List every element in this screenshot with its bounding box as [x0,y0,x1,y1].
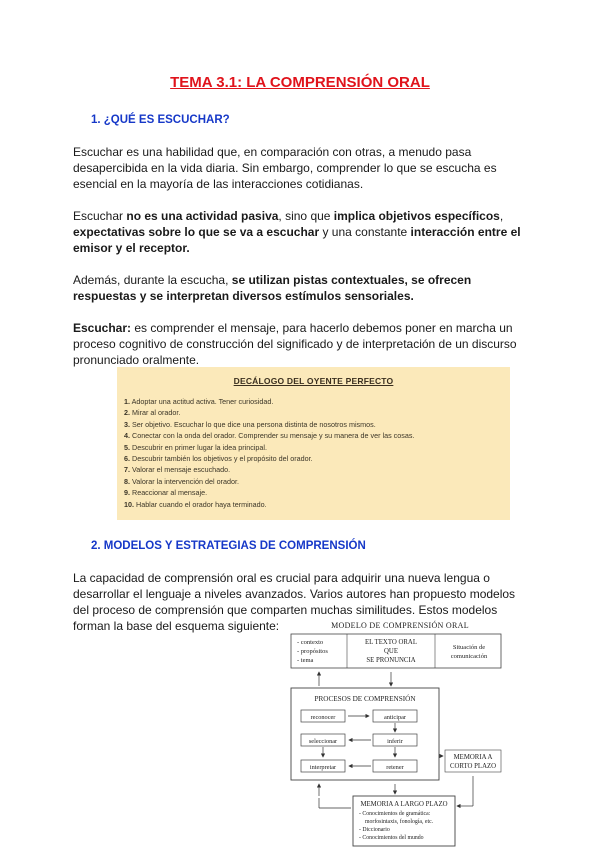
memoria-largo-item: - Diccionario [359,827,390,833]
memoria-corto-label: MEMORIA A [453,754,493,761]
section-2-heading: 2. MODELOS Y ESTRATEGIAS DE COMPRENSIÓN [91,540,366,552]
list-item: 4. Conectar con la onda del orador. Comprender su mensaje y su manera de ver las cosas. [124,431,415,441]
texto-oral-label: SE PRONUNCIA [366,657,416,664]
list-item: 1. Adoptar una actitud activa. Tener curiosidad. [124,397,274,406]
paragraph-4-line-1: Escuchar: es comprender el mensaje, para hacerlo debemos poner en marcha un [73,321,513,335]
decalogo-title: DECÁLOGO DEL OYENTE PERFECTO [233,376,394,386]
list-item: 5. Descubrir en primer lugar la idea principal. [124,442,268,452]
paragraph-5-line-4: forman la base del esquema siguiente: [73,619,280,633]
list-item: 3. Ser objetivo. Escuchar lo que dice una persona distinta de nosotros mismos. [124,419,376,429]
list-item: 9. Reaccionar al mensaje. [124,488,208,498]
definition-term: Escuchar: [73,321,132,335]
paragraph-5-line-3: del proceso de comprensión que comparten muchas similitudes. Estos modelos [73,603,498,617]
diagram-title: MODELO DE COMPRENSIÓN ORAL [331,621,469,630]
interpretar-label: interpretar [309,764,337,771]
list-item: 6. Descubrir también los objetivos y el propósito del orador. [124,454,313,464]
context-item: - contexto [297,639,324,646]
list-item: 7. Valorar el mensaje escuchado. [124,465,231,475]
paragraph-1 [73,144,533,192]
situacion-label: comunicación [450,653,488,660]
paragraph-5-line-1: La capacidad de comprensión oral es crucial para adquirir una nueva lengua o [73,571,490,585]
memoria-largo-item: morfosintaxis, fonología, etc. [365,819,434,825]
list-item: 10. Hablar cuando el orador haya terminado. [124,499,267,509]
anticipar-label: anticipar [383,714,407,721]
memoria-largo-item: - Conocimientos del mundo [359,835,424,841]
paragraph-2-line-2: expectativas sobre lo que se va a escuchar y una constante interacción entre el [73,225,521,239]
paragraph-2-line-1: Escuchar no es una actividad pasiva, sino que implica objetivos específicos, [73,209,504,223]
paragraph-2-line-3: emisor y el receptor. [73,241,190,255]
texto-oral-label: EL TEXTO ORAL [365,639,417,646]
paragraph-5-line-2: desarrollar el lenguaje a niveles avanzados. Varios autores han propuesto modelos [73,587,516,601]
section-1-heading: 1. ¿QUÉ ES ESCUCHAR? [91,114,230,126]
retener-label: retener [386,764,404,771]
page-title: TEMA 3.1: LA COMPRENSIÓN ORAL [170,74,430,91]
paragraph-3-line-2: respuestas y se interpretan diversos estímulos sensoriales. [73,289,414,303]
paragraph-1-line-2: desapercibida en la vida diaria. Sin embargo, comprender lo que se escucha es [73,161,497,175]
paragraph-1-line-1: Escuchar es una habilidad que, en comparación con otras, a menudo pasa [73,145,472,159]
seleccionar-label: seleccionar [308,738,338,745]
situacion-label: Situación de [452,644,486,651]
memoria-largo-title: MEMORIA A LARGO PLAZO [360,801,448,808]
texto-oral-label: QUE [384,648,398,655]
decalogo-image [117,367,510,520]
decalogo-list [124,396,510,510]
comprehension-model-diagram [275,616,525,848]
memoria-largo-item: - Conocimientos de gramática: [359,811,431,817]
procesos-title: PROCESOS DE COMPRENSIÓN [314,695,416,703]
list-item: 8. Valorar la intervención del orador. [124,476,239,486]
paragraph-2 [73,208,533,256]
paragraph-4-line-2: proceso cognitivo de construcción del significado y de interpretación de un discurso [73,337,517,351]
paragraph-3-line-1: Además, durante la escucha, se utilizan pistas contextuales, se ofrecen [73,273,472,287]
paragraph-1-line-3: esencial en la mayoría de las interacciones cotidianas. [73,177,364,191]
paragraph-4-line-3: pronunciado oralmente. [73,353,200,367]
reconocer-label: reconocer [310,714,336,721]
inferir-label: inferir [387,738,403,745]
paragraph-3 [73,272,533,304]
context-item: - propósitos [297,648,328,655]
memoria-corto-label: CORTO PLAZO [449,763,497,770]
list-item: 2. Mirar al orador. [124,408,181,418]
context-item: - tema [297,657,314,664]
paragraph-4 [73,320,543,368]
